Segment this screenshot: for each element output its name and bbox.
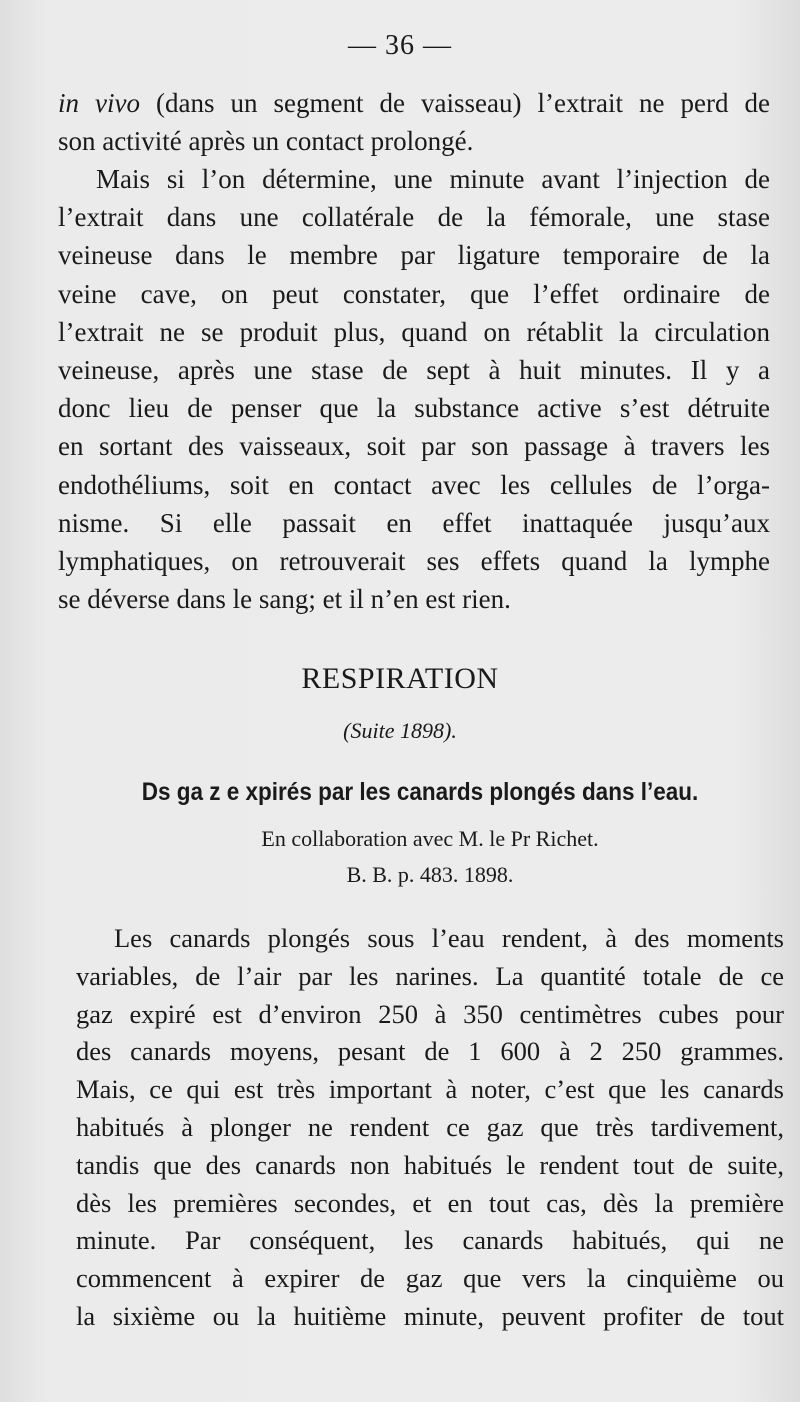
- text-line: veineuse, après une stase de sept à huit minutes. Il y a: [58, 354, 770, 385]
- text-line: l’extrait ne se produit plus, quand on rétablit la circulation: [58, 316, 770, 347]
- text-line: donc lieu de penser que la substance active s’est détruite: [58, 393, 770, 424]
- paragraph-1: [58, 84, 770, 160]
- text-line: son activité après un contact prolongé.: [58, 126, 474, 157]
- section-title: RESPIRATION: [301, 662, 499, 695]
- text-line: en sortant des vaisseaux, soit par son passage à travers les: [58, 431, 770, 462]
- text-line: gaz expiré est d’environ 250 à 350 centimètres cubes pour: [76, 998, 784, 1029]
- text-line: tandis que des canards non habitués le rendent tout de suite,: [76, 1149, 784, 1180]
- bibliographic-reference: B. B. p. 483. 1898.: [346, 862, 514, 887]
- page-number: — 36 —: [348, 30, 452, 61]
- paragraph-2: [58, 160, 770, 618]
- text-line: minute. Par conséquent, les canards habitués, qui ne: [76, 1225, 784, 1256]
- text-line: se déverse dans le sang; et il n’en est rien.: [58, 584, 511, 615]
- article-title: Ds ga z e xpirés par les canards plongés dans l’eau.: [141, 778, 699, 806]
- text-line: endothéliums, soit en contact avec les cellules de l’orga-: [58, 469, 770, 500]
- text-line: des canards moyens, pesant de 1 600 à 2 250 grammes.: [76, 1036, 784, 1067]
- text-line: habitués à plonger ne rendent ce gaz que très tardivement,: [76, 1111, 784, 1142]
- text-line: commencent à expirer de gaz que vers la cinquième ou: [76, 1263, 784, 1294]
- section-subtitle-text: (Suite 1898).: [343, 718, 457, 743]
- text-line: nisme. Si elle passait en effet inattaquée jusqu’aux: [58, 507, 770, 538]
- text-line: Mais si l’on détermine, une minute avant l’injection de: [96, 164, 770, 194]
- text-line: dès les premières secondes, et en tout cas, dès la première: [76, 1187, 784, 1218]
- text-line: veine cave, on peut constater, que l’effet ordinaire de: [58, 278, 770, 309]
- collaboration-note: En collaboration avec M. le Pr Richet.: [261, 826, 599, 851]
- line-text: (dans un segment de vaisseau) l’extrait ne perd de: [140, 88, 770, 118]
- text-line: la sixième ou la huitième minute, peuvent profiter de tout: [76, 1300, 784, 1331]
- paragraph-3: [76, 920, 784, 1336]
- text-line: Mais, ce qui est très important à noter, c’est que les canards: [76, 1074, 784, 1105]
- text-line: variables, de l’air par les narines. La quantité totale de ce: [76, 960, 784, 991]
- section-subtitle: [0, 718, 800, 744]
- italic-phrase: in vivo: [58, 88, 140, 118]
- text-line: l’extrait dans une collatérale de la fémorale, une stase: [58, 202, 770, 233]
- text-line: lymphatiques, on retrouverait ses effets quand la lymphe: [58, 545, 770, 576]
- text-line: [58, 84, 770, 122]
- text-line: Les canards plongés sous l’eau rendent, à des moments: [114, 923, 784, 953]
- text-line: veineuse dans le membre par ligature temporaire de la: [58, 240, 770, 271]
